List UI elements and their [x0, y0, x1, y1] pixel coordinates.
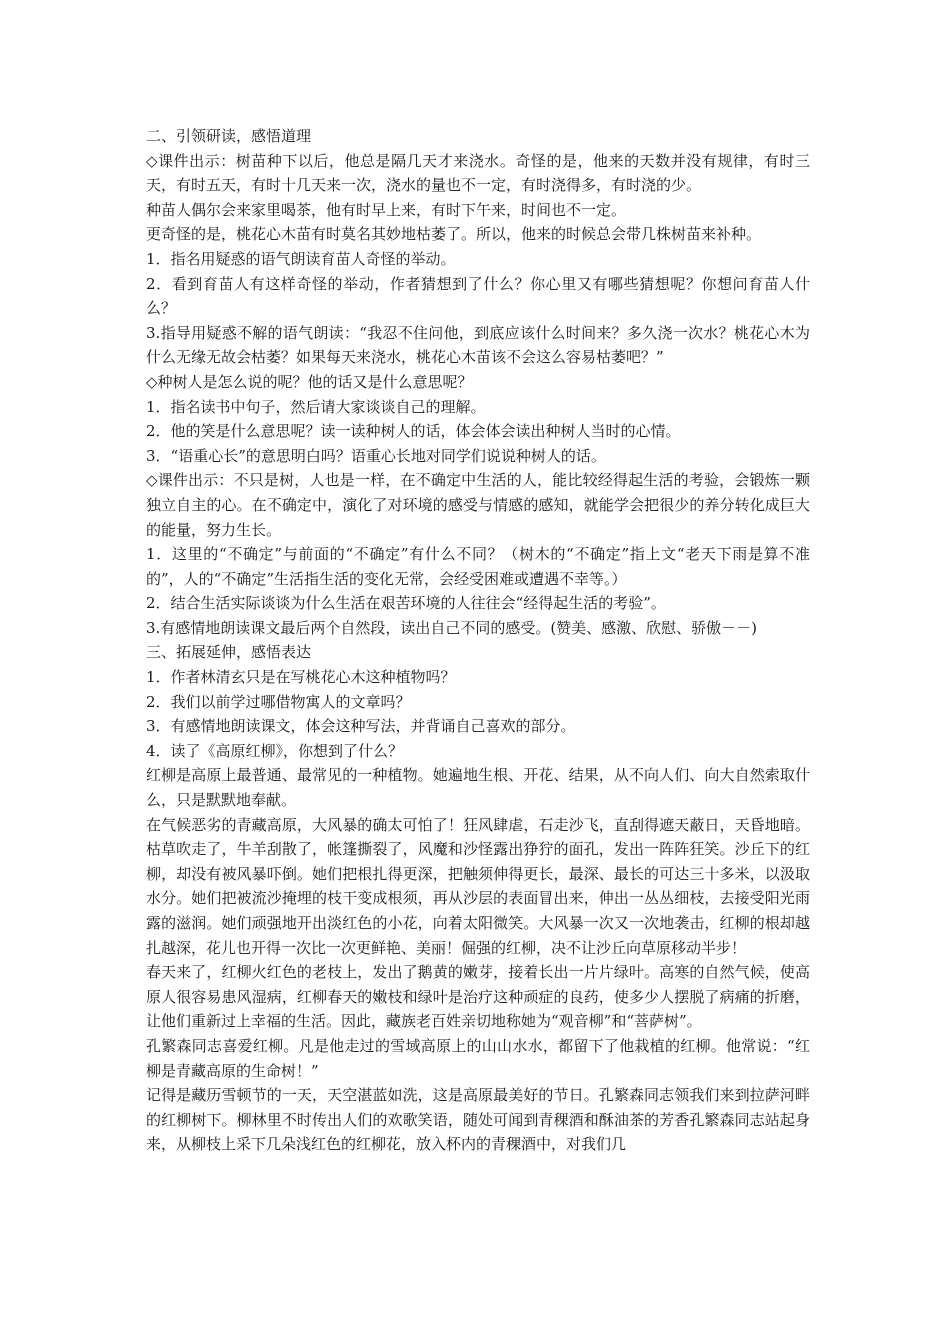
list-item: 3.有感情地朗读课文最后两个自然段，读出自己不同的感受。(赞美、感激、欣慰、骄傲－－) — [146, 618, 758, 637]
paragraph: 红柳是高原上最普通、最常见的一种植物。她遍地生根、开花、结果，从不向人们、向大自然索取什么，只是默默地奉献。 — [146, 766, 810, 810]
list-item: 1．指名用疑惑的语气朗读育苗人奇怪的举动。 — [146, 249, 456, 268]
section-heading-3: 三、拓展延伸，感悟表达 — [146, 643, 312, 662]
paragraph: 孔繁森同志喜爱红柳。凡是他走过的雪域高原上的山山水水，都留下了他栽植的红柳。他常说：“红柳是青藏高原的生命树！” — [146, 1036, 810, 1080]
list-item: 2．结合生活实际谈谈为什么生活在艰苦环境的人往往会“经得起生活的考验”。 — [146, 594, 666, 613]
paragraph: ◇课件出示：不只是树，人也是一样，在不确定中生活的人，能比较经得起生活的考验，会锻炼一颗独立自主的心。在不确定中，演化了对环境的感受与情感的感知，就能学会把很少的养分转化成巨大的能量，努力生长。 — [146, 471, 810, 539]
document-body — [146, 124, 810, 1157]
list-item: 1．作者林清玄只是在写桃花心木这种植物吗？ — [146, 668, 456, 687]
paragraph: ◇种树人是怎么说的呢？他的话又是什么意思呢？ — [146, 372, 473, 391]
list-item: 1．指名读书中句子，然后请大家谈谈自己的理解。 — [146, 397, 486, 416]
paragraph: 记得是藏历雪顿节的一天，天空湛蓝如洗，这是高原最美好的节日。孔繁森同志领我们来到拉萨河畔的红柳树下。柳林里不时传出人们的欢歌笑语，随处可闻到青稞酒和酥油茶的芳香孔繁森同志站起身来，从柳枝上采下几朵浅红色的红柳花，放入杯内的青稞酒中，对我们几 — [146, 1086, 810, 1154]
paragraph: ◇课件出示：树苗种下以后，他总是隔几天才来浇水。奇怪的是，他来的天数并没有规律，有时三天，有时五天，有时十几天来一次，浇水的量也不一定，有时浇得多，有时浇的少。 — [146, 151, 810, 195]
list-item: 2．我们以前学过哪借物寓人的文章吗？ — [146, 692, 411, 711]
paragraph: 在气候恶劣的青藏高原，大风暴的确太可怕了！狂风肆虐，石走沙飞，直刮得遮天蔽日，天昏地暗。枯草吹走了，牛羊刮散了，帐篷撕裂了，风魔和沙怪露出狰狞的面孔，发出一阵阵狂笑。沙丘下的红柳，却没有被风暴吓倒。她们把根扎得更深，把触须伸得更长，最深、最长的可达三十多米，以汲取水分。她们把被流沙掩埋的枝干变成根须，再从沙层的表面冒出来，伸出一丛丛细枝，去接受阳光雨露的滋润。她们顽强地开出淡红色的小花，向着太阳微笑。大风暴一次又一次地袭击，红柳的根却越扎越深，花儿也开得一次比一次更鲜艳、美丽！倔强的红柳，决不让沙丘向草原移动半步！ — [146, 815, 810, 957]
list-item: 3．有感情地朗读课文，体会这种写法，并背诵自己喜欢的部分。 — [146, 717, 576, 736]
paragraph: 种苗人偶尔会来家里喝茶，他有时早上来，有时下午来，时间也不一定。 — [146, 200, 627, 219]
paragraph: 更奇怪的是，桃花心木苗有时莫名其妙地枯萎了。所以，他来的时候总会带几株树苗来补种。 — [146, 225, 762, 244]
list-item: 3．“语重心长”的意思明白吗？语重心长地对同学们说说种树人的话。 — [146, 446, 606, 465]
section-heading-2: 二、引领研读，感悟道理 — [146, 127, 312, 145]
list-item: 4．读了《高原红柳》，你想到了什么？ — [146, 741, 404, 760]
list-item: 3.指导用疑惑不解的语气朗读：“我忍不住问他，到底应该什么时间来？多久浇一次水？桃花心木为什么无缘无故会枯萎？如果每天来浇水，桃花心木苗该不会这么容易枯萎吧？” — [146, 323, 810, 367]
list-item: 2．看到育苗人有这样奇怪的举动，作者猜想到了什么？你心里又有哪些猜想呢？你想问育苗人什么？ — [146, 274, 810, 318]
list-item: 1．这里的“不确定”与前面的“不确定”有什么不同？（树木的“不确定”指上文“老天下雨是算不准的”，人的“不确定”生活指生活的变化无常，会经受困难或遭遇不幸等。） — [146, 545, 810, 588]
paragraph: 春天来了，红柳火红色的老枝上，发出了鹅黄的嫩芽，接着长出一片片绿叶。高寒的自然气候，使高原人很容易患风湿病，红柳春天的嫩枝和绿叶是治疗这种顽症的良药，使多少人摆脱了病痛的折磨，让他们重新过上幸福的生活。因此，藏族老百姓亲切地称她为“观音柳”和“菩萨树”。 — [146, 963, 810, 1031]
list-item: 2．他的笑是什么意思呢？读一读种树人的话，体会体会读出种树人当时的心情。 — [146, 422, 681, 441]
